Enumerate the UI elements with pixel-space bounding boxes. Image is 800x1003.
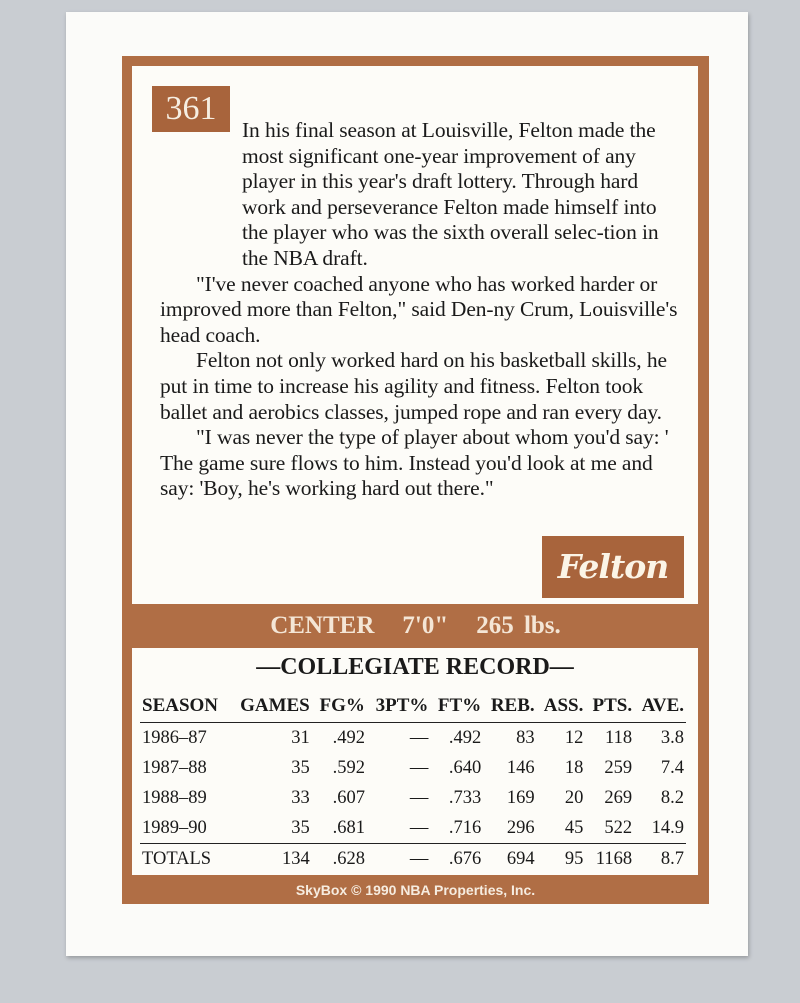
stat-cell: 1988–89 [142, 787, 207, 808]
trading-card-back [66, 12, 748, 956]
header-average: AVE. [634, 690, 686, 723]
bio-text [160, 118, 680, 502]
copyright-line: SkyBox © 1990 NBA Properties, Inc. [295, 882, 536, 898]
stat-cell: 14.9 [651, 817, 684, 838]
record-title: —COLLEGIATE RECORD— [256, 654, 574, 680]
total-cell: — [367, 844, 430, 875]
stat-cell: 20 [564, 787, 584, 808]
bio-paragraph: Felton not only worked hard on his basketball skills, he put in time to increase his agility and fitness. Felton took ballet and aerobics classes, jumped rope and ran every day. [160, 348, 667, 424]
bio-paragraph: "I've never coached anyone who has worked harder or improved more than Felton," said Den-ny Crum, Louisville's head coach. [160, 271, 678, 347]
stat-cell: 146 [506, 757, 535, 778]
stat-cell: 522 [604, 817, 633, 838]
total-cell: .628 [312, 844, 367, 875]
stat-cell: 83 [516, 727, 535, 748]
player-signature: Felton [542, 536, 684, 598]
bio-paragraph: In his final season at Louisville, Felton made the most significant one-year improvement of any player in this year's draft lottery. Through hard work and perseverance Felton made himself into the player who was the sixth overall selec-tion in the NBA draft. [242, 118, 659, 270]
header-season: SEASON [140, 690, 229, 723]
total-cell: 1168 [585, 844, 634, 875]
header-fg-pct: FG% [312, 690, 367, 723]
stat-cell: 45 [564, 817, 584, 838]
stat-cell: 259 [604, 757, 633, 778]
stat-cell: 8.2 [660, 787, 684, 808]
total-cell: 134 [229, 844, 311, 875]
stat-cell: 12 [564, 727, 584, 748]
stat-cell: .733 [448, 787, 482, 808]
total-cell: TOTALS [140, 844, 229, 875]
player-height: 7'0" [402, 612, 449, 639]
total-cell: 95 [537, 844, 586, 875]
bio-panel [132, 66, 698, 604]
stat-cell: .681 [332, 817, 365, 838]
stat-cell: 7.4 [660, 757, 684, 778]
stat-cell: 1986–87 [142, 727, 207, 748]
stat-cell: 35 [291, 757, 310, 778]
card-number: 361 [152, 86, 230, 132]
total-cell: 694 [483, 844, 536, 875]
header-points: PTS. [585, 690, 634, 723]
total-cell: 8.7 [634, 844, 686, 875]
stat-cell: .716 [448, 817, 482, 838]
stat-cell: 118 [605, 727, 633, 748]
stats-row [140, 783, 686, 813]
stats-row [140, 813, 686, 844]
stat-cell: — [409, 787, 429, 808]
stat-cell: 3.8 [660, 727, 684, 748]
bio-paragraph: "I was never the type of player about whom you'd say: ' The game sure flows to him. Instead you'd look at me and say: 'Boy, he's working hard out there." [160, 425, 669, 501]
header-3pt-pct: 3PT% [367, 690, 430, 723]
stat-cell: 1989–90 [142, 817, 207, 838]
stats-panel [132, 648, 698, 875]
stat-cell: 269 [604, 787, 633, 808]
stats-row [140, 723, 686, 754]
stat-cell: 1987–88 [142, 757, 207, 778]
stat-cell: .492 [448, 727, 482, 748]
header-assists: ASS. [537, 690, 586, 723]
totals-row [140, 844, 686, 875]
stat-cell: 296 [506, 817, 535, 838]
player-weight: 265 lbs. [476, 612, 561, 639]
stat-cell: 31 [291, 727, 310, 748]
stats-table [140, 690, 686, 874]
player-position: CENTER [270, 612, 375, 639]
card-frame [122, 56, 709, 904]
stat-cell: 18 [564, 757, 584, 778]
stat-cell: — [409, 727, 429, 748]
stat-cell: .607 [332, 787, 365, 808]
header-rebounds: REB. [483, 690, 536, 723]
stat-cell: 33 [291, 787, 310, 808]
stat-cell: — [409, 757, 429, 778]
stat-cell: .592 [332, 757, 365, 778]
stats-header-row [140, 690, 686, 723]
stat-cell: 169 [506, 787, 535, 808]
stat-cell: 35 [291, 817, 310, 838]
player-info-bar [122, 608, 709, 644]
total-cell: .676 [430, 844, 483, 875]
stat-cell: .492 [332, 727, 365, 748]
header-games: GAMES [229, 690, 311, 723]
stat-cell: .640 [448, 757, 482, 778]
stats-row [140, 753, 686, 783]
stat-cell: — [409, 817, 429, 838]
header-ft-pct: FT% [430, 690, 483, 723]
